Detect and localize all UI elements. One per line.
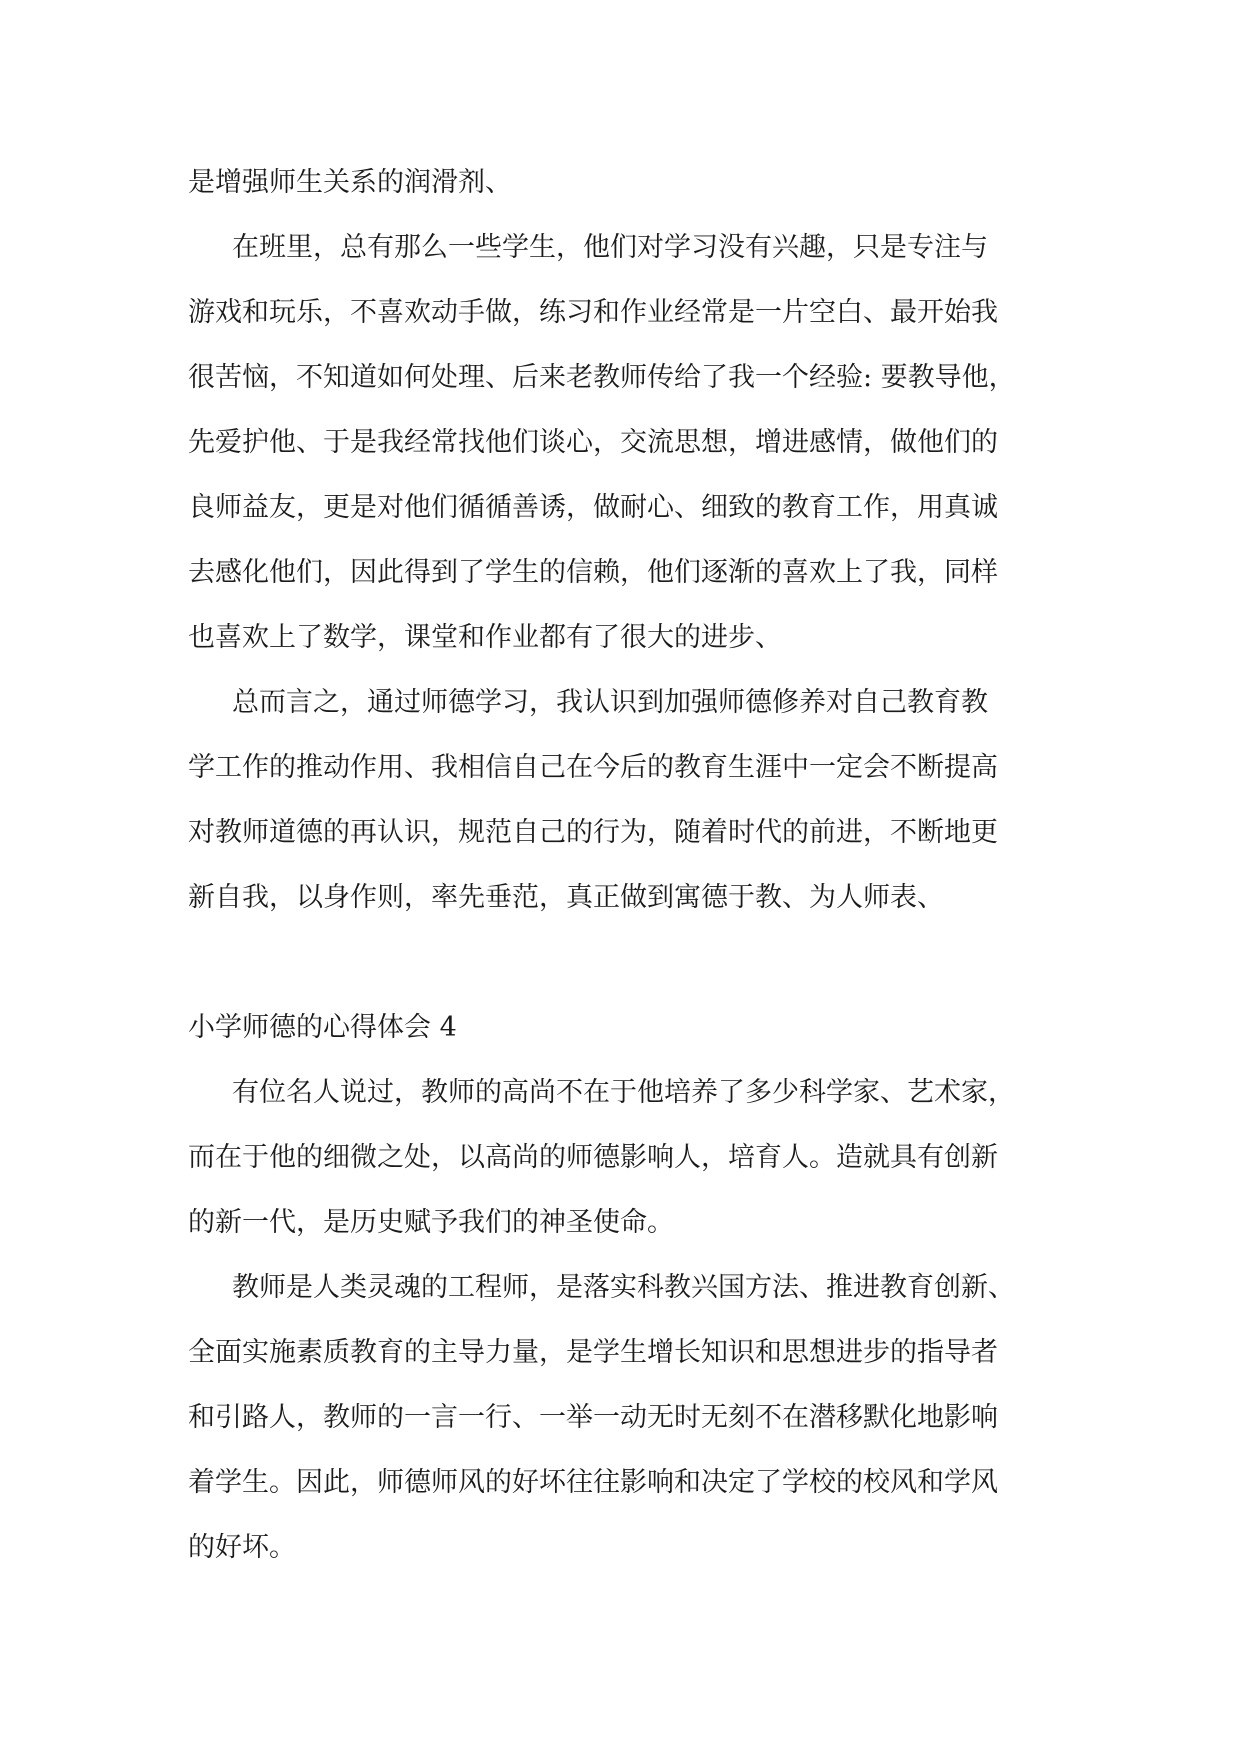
- paragraph-line: 也喜欢上了数学，课堂和作业都有了很大的进步、: [188, 622, 782, 653]
- paragraph-line: 有位名人说过，教师的高尚不在于他培养了多少科学家、艺术家，: [232, 1077, 1015, 1108]
- paragraph-line: 总而言之，通过师德学习，我认识到加强师德修养对自己教育教: [232, 687, 988, 718]
- paragraph-line: 学工作的推动作用、我相信自己在今后的教育生涯中一定会不断提高: [188, 752, 998, 783]
- paragraph-line: 着学生。因此，师德师风的好坏往往影响和决定了学校的校风和学风: [188, 1467, 998, 1498]
- paragraph-line: 在班里，总有那么一些学生，他们对学习没有兴趣，只是专注与: [232, 232, 988, 263]
- paragraph-line: 是增强师生关系的润滑剂、: [188, 167, 512, 198]
- paragraph-line: 很苦恼，不知道如何处理、后来老教师传给了我一个经验: 要教导他，: [188, 362, 1016, 393]
- paragraph-line: 而在于他的细微之处，以高尚的师德影响人，培育人。造就具有创新: [188, 1142, 998, 1173]
- paragraph-line: 的新一代，是历史赋予我们的神圣使命。: [188, 1207, 674, 1238]
- paragraph-line: 的好坏。: [188, 1532, 296, 1563]
- paragraph-line: 去感化他们，因此得到了学生的信赖，他们逐渐的喜欢上了我，同样: [188, 557, 998, 588]
- paragraph-line: 对教师道德的再认识，规范自己的行为，随着时代的前进，不断地更: [188, 817, 998, 848]
- paragraph-line: 和引路人，教师的一言一行、一举一动无时无刻不在潜移默化地影响: [188, 1402, 998, 1433]
- paragraph-line: 教师是人类灵魂的工程师，是落实科教兴国方法、推进教育创新、: [232, 1272, 1015, 1303]
- paragraph-line: 先爱护他、于是我经常找他们谈心，交流思想，增进感情，做他们的: [188, 427, 998, 458]
- paragraph-line: 游戏和玩乐，不喜欢动手做，练习和作业经常是一片空白、最开始我: [188, 297, 998, 328]
- paragraph-line: 全面实施素质教育的主导力量，是学生增长知识和思想进步的指导者: [188, 1337, 998, 1368]
- section-title: 小学师德的心得体会 4: [188, 1012, 457, 1043]
- paragraph-line: 新自我，以身作则，率先垂范，真正做到寓德于教、为人师表、: [188, 882, 944, 913]
- paragraph-line: 良师益友，更是对他们循循善诱，做耐心、细致的教育工作，用真诚: [188, 492, 998, 523]
